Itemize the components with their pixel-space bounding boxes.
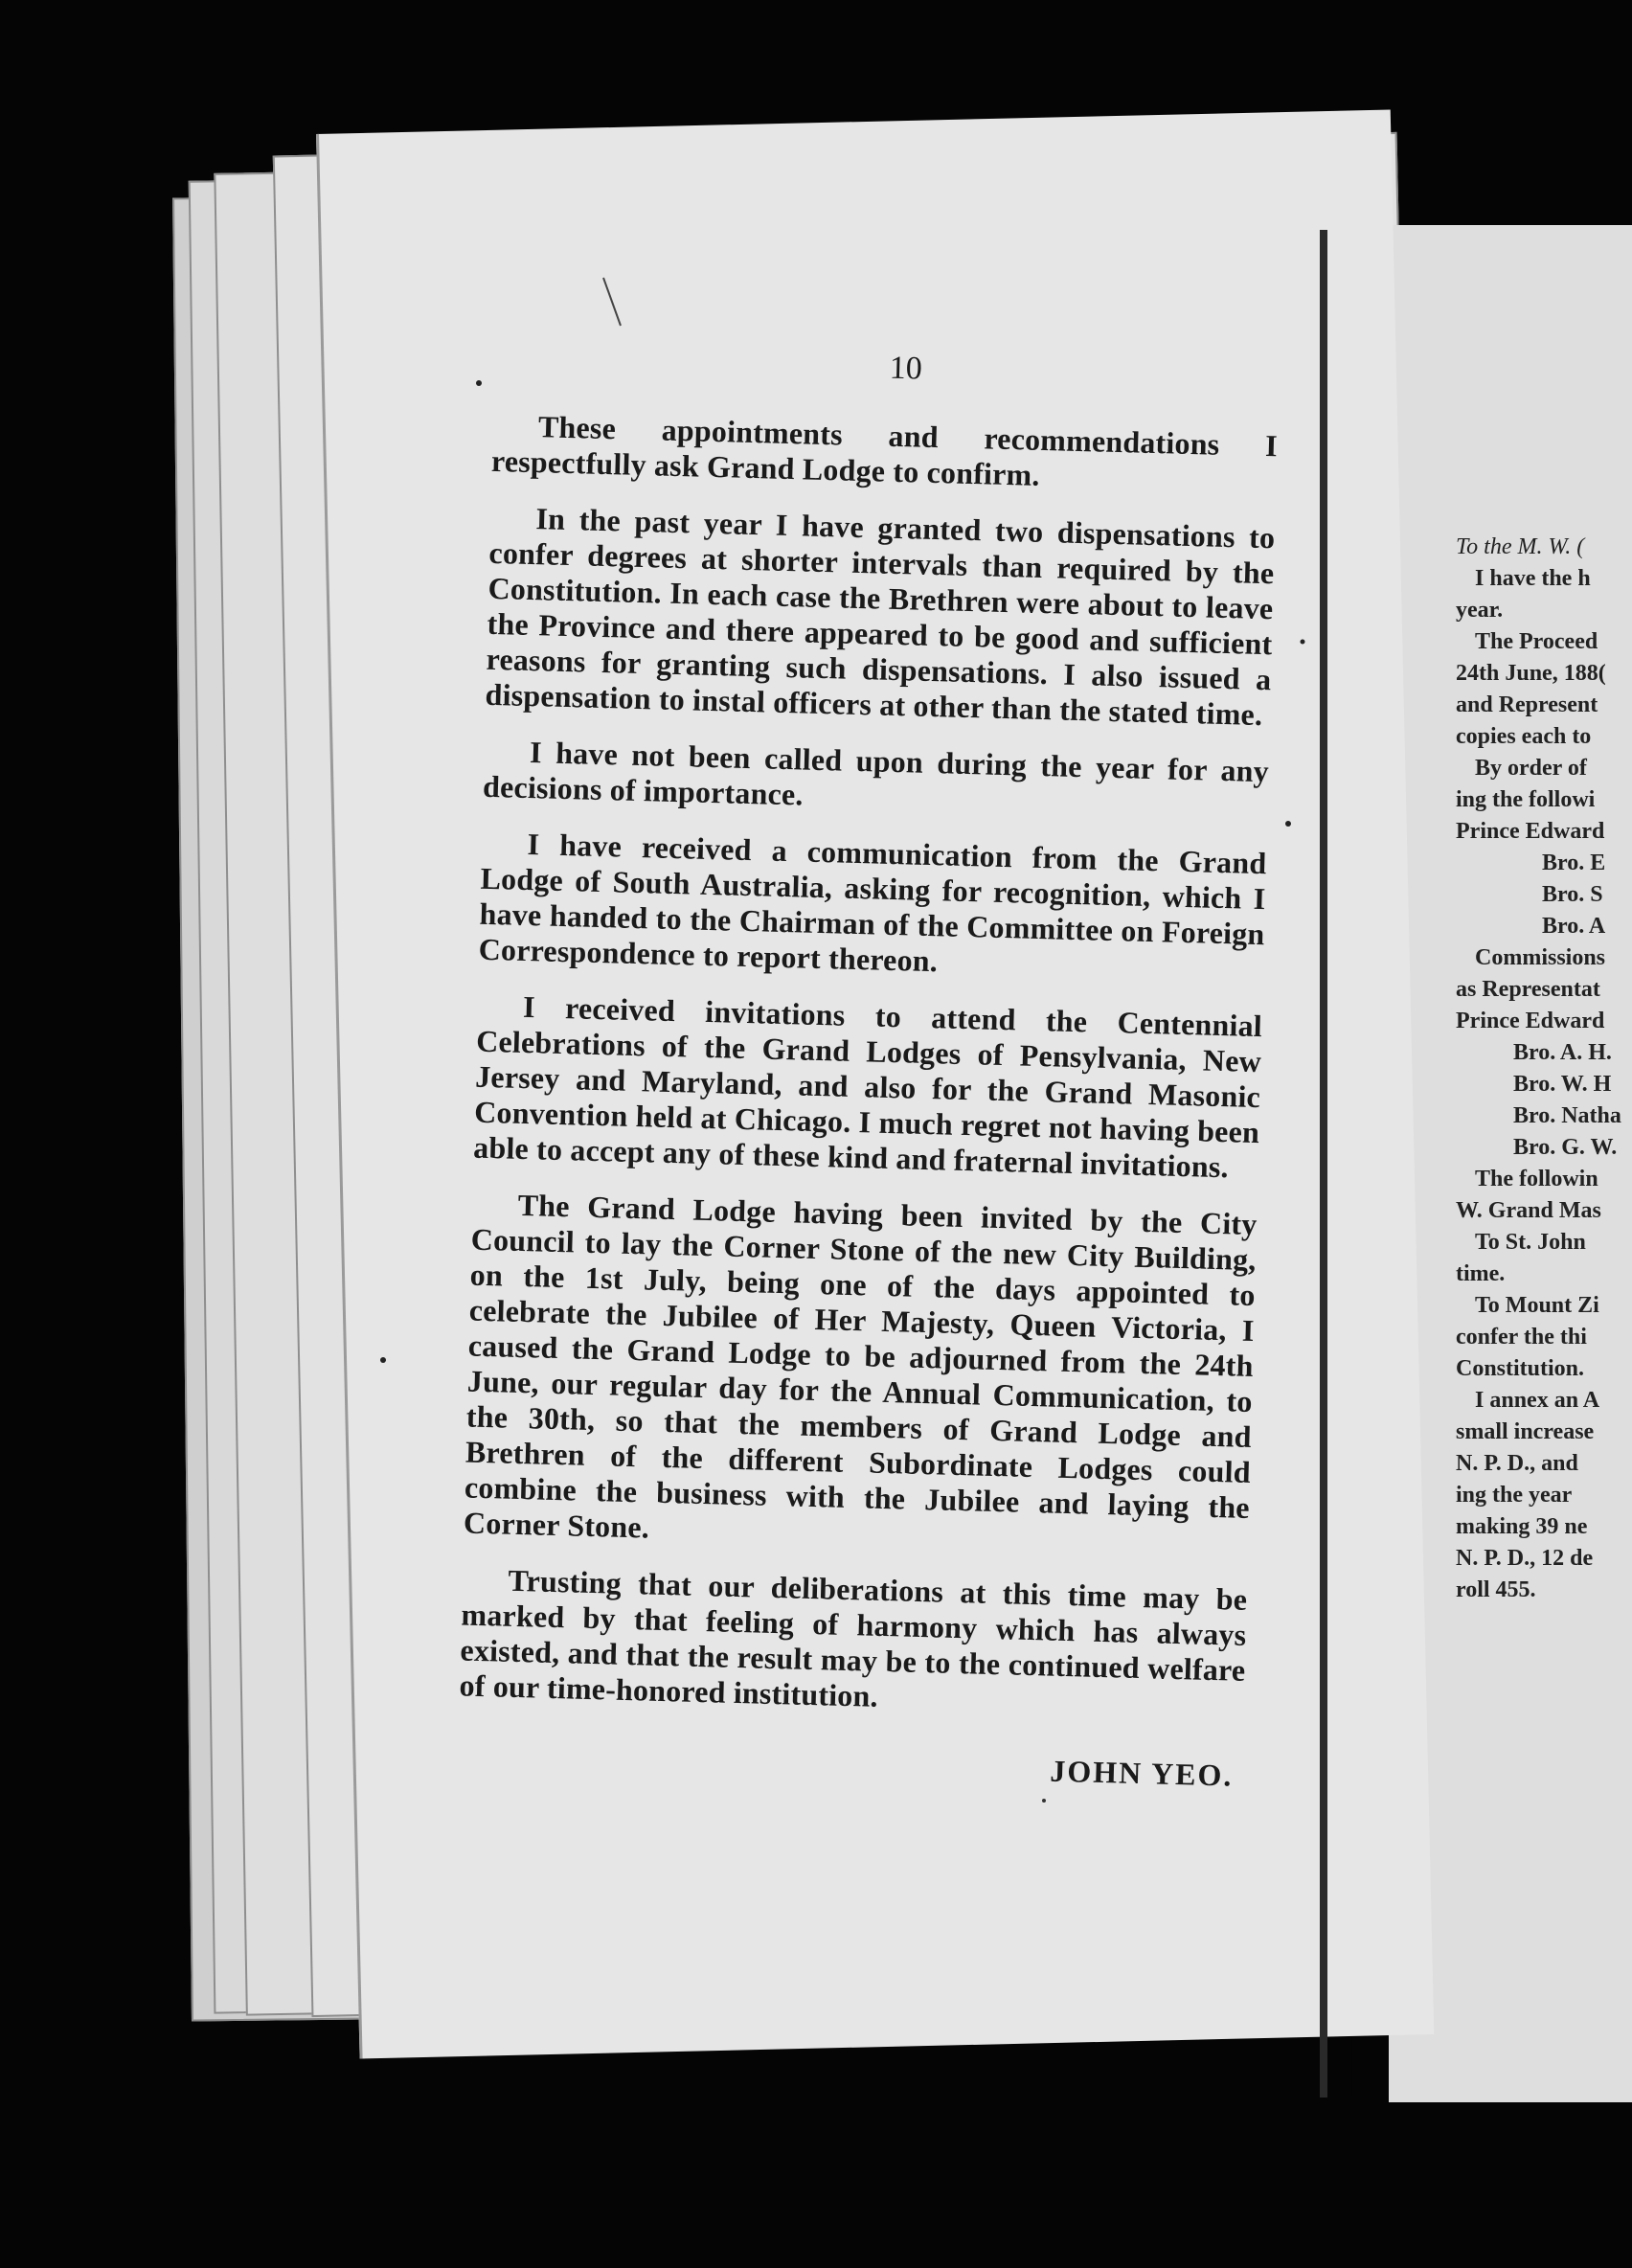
right-page-line: as Representat	[1456, 977, 1600, 1002]
book-gutter	[1320, 230, 1327, 2098]
left-page-body	[457, 408, 1278, 1794]
right-page-line: Commissions	[1475, 945, 1606, 970]
paragraph: I have not been called upon during the year for any decisions of importance.	[482, 735, 1270, 812]
right-page-line: Prince Edward	[1456, 819, 1605, 844]
right-page-line: I annex an A	[1475, 1388, 1600, 1413]
right-page-line: Bro. S	[1542, 882, 1603, 907]
right-page-line: Bro. W. H	[1513, 1072, 1612, 1097]
right-page-line: By order of	[1475, 756, 1587, 781]
right-page-line: Bro. E	[1542, 850, 1606, 875]
right-page-text	[1456, 532, 1632, 1606]
paragraph: I received invitations to attend the Centennial Celebrations of the Grand Lodges of Pensylvania, New Jersey and Maryland, and also for the Grand Masonic Convention held at Chicago. I much regret not having been able to accept any of these kind and fraternal invitations.	[472, 988, 1263, 1185]
paragraph: These appointments and recommendations I respectfully ask Grand Lodge to confirm.	[490, 409, 1279, 492]
paragraph: The Grand Lodge having been invited by the City Council to lay the Corner Stone of the new City Building, on the 1st July, being one of the days appointed to celebrate the Jubilee of Her Majesty, Queen Victoria, I caused the Grand Lodge to be adjourned from the 24th June, our regular day for the Annual Communication, to the 30th, so that the members of Grand Lodge and Brethren of the different Subordinate Lodges could combine the business with the Jubilee and laying the Corner Stone.	[463, 1187, 1258, 1545]
right-page-line: ing the followi	[1456, 787, 1596, 812]
right-page-line: time.	[1456, 1261, 1506, 1286]
right-page-line: To the M. W. (	[1456, 534, 1585, 559]
left-page	[316, 110, 1434, 2059]
paragraph: I have received a communication from the Grand Lodge of South Australia, asking for recognition, which I have handed to the Chairman of the Committee on Foreign Correspondence to report thereon.	[478, 826, 1267, 979]
right-page-line: copies each to	[1456, 724, 1592, 749]
right-page-line: confer the thi	[1456, 1325, 1587, 1349]
page-number: 10	[889, 350, 923, 387]
right-page-line: N. P. D., 12 de	[1456, 1546, 1594, 1571]
signature: JOHN YEO.	[1049, 1753, 1234, 1793]
right-page-line: Prince Edward	[1456, 1009, 1605, 1033]
right-page-line: Bro. Natha	[1513, 1103, 1621, 1128]
right-page-line: Bro. A. H.	[1513, 1040, 1612, 1065]
right-page-line: making 39 ne	[1456, 1514, 1588, 1539]
right-page-line: Bro. A	[1542, 914, 1606, 939]
right-page-line: 24th June, 188(	[1456, 661, 1606, 686]
paragraph: Trusting that our deliberations at this time may be marked by that feeling of harmony which has always existed, and that the result may be to the continued welfare of our time-honored institution.	[459, 1562, 1248, 1713]
paragraph: In the past year I have granted two dispensations to confer degrees at shorter intervals than required by the Constitution. In each case the Brethren were about to leave the Province and there appeared to be good and sufficient reasons for granting such dispensations. I also issued a dispensation to instal officers at other than the stated time.	[485, 501, 1276, 733]
right-page-line: The followin	[1475, 1167, 1598, 1191]
right-page-line: year.	[1456, 598, 1504, 623]
right-page-line: I have the h	[1475, 566, 1591, 591]
right-page-line: ing the year	[1456, 1483, 1573, 1508]
right-page-line: roll 455.	[1456, 1577, 1536, 1602]
right-page-line: and Represent	[1456, 692, 1598, 717]
right-page-line: To Mount Zi	[1475, 1293, 1599, 1318]
right-page-line: small increase	[1456, 1419, 1595, 1444]
right-page-line: The Proceed	[1475, 629, 1598, 654]
right-page-line: W. Grand Mas	[1456, 1198, 1601, 1223]
right-page-line: Constitution.	[1456, 1356, 1585, 1381]
right-page-line: Bro. G. W.	[1513, 1135, 1618, 1160]
right-page-line: To St. John	[1475, 1230, 1586, 1255]
right-page-line: N. P. D., and	[1456, 1451, 1578, 1476]
